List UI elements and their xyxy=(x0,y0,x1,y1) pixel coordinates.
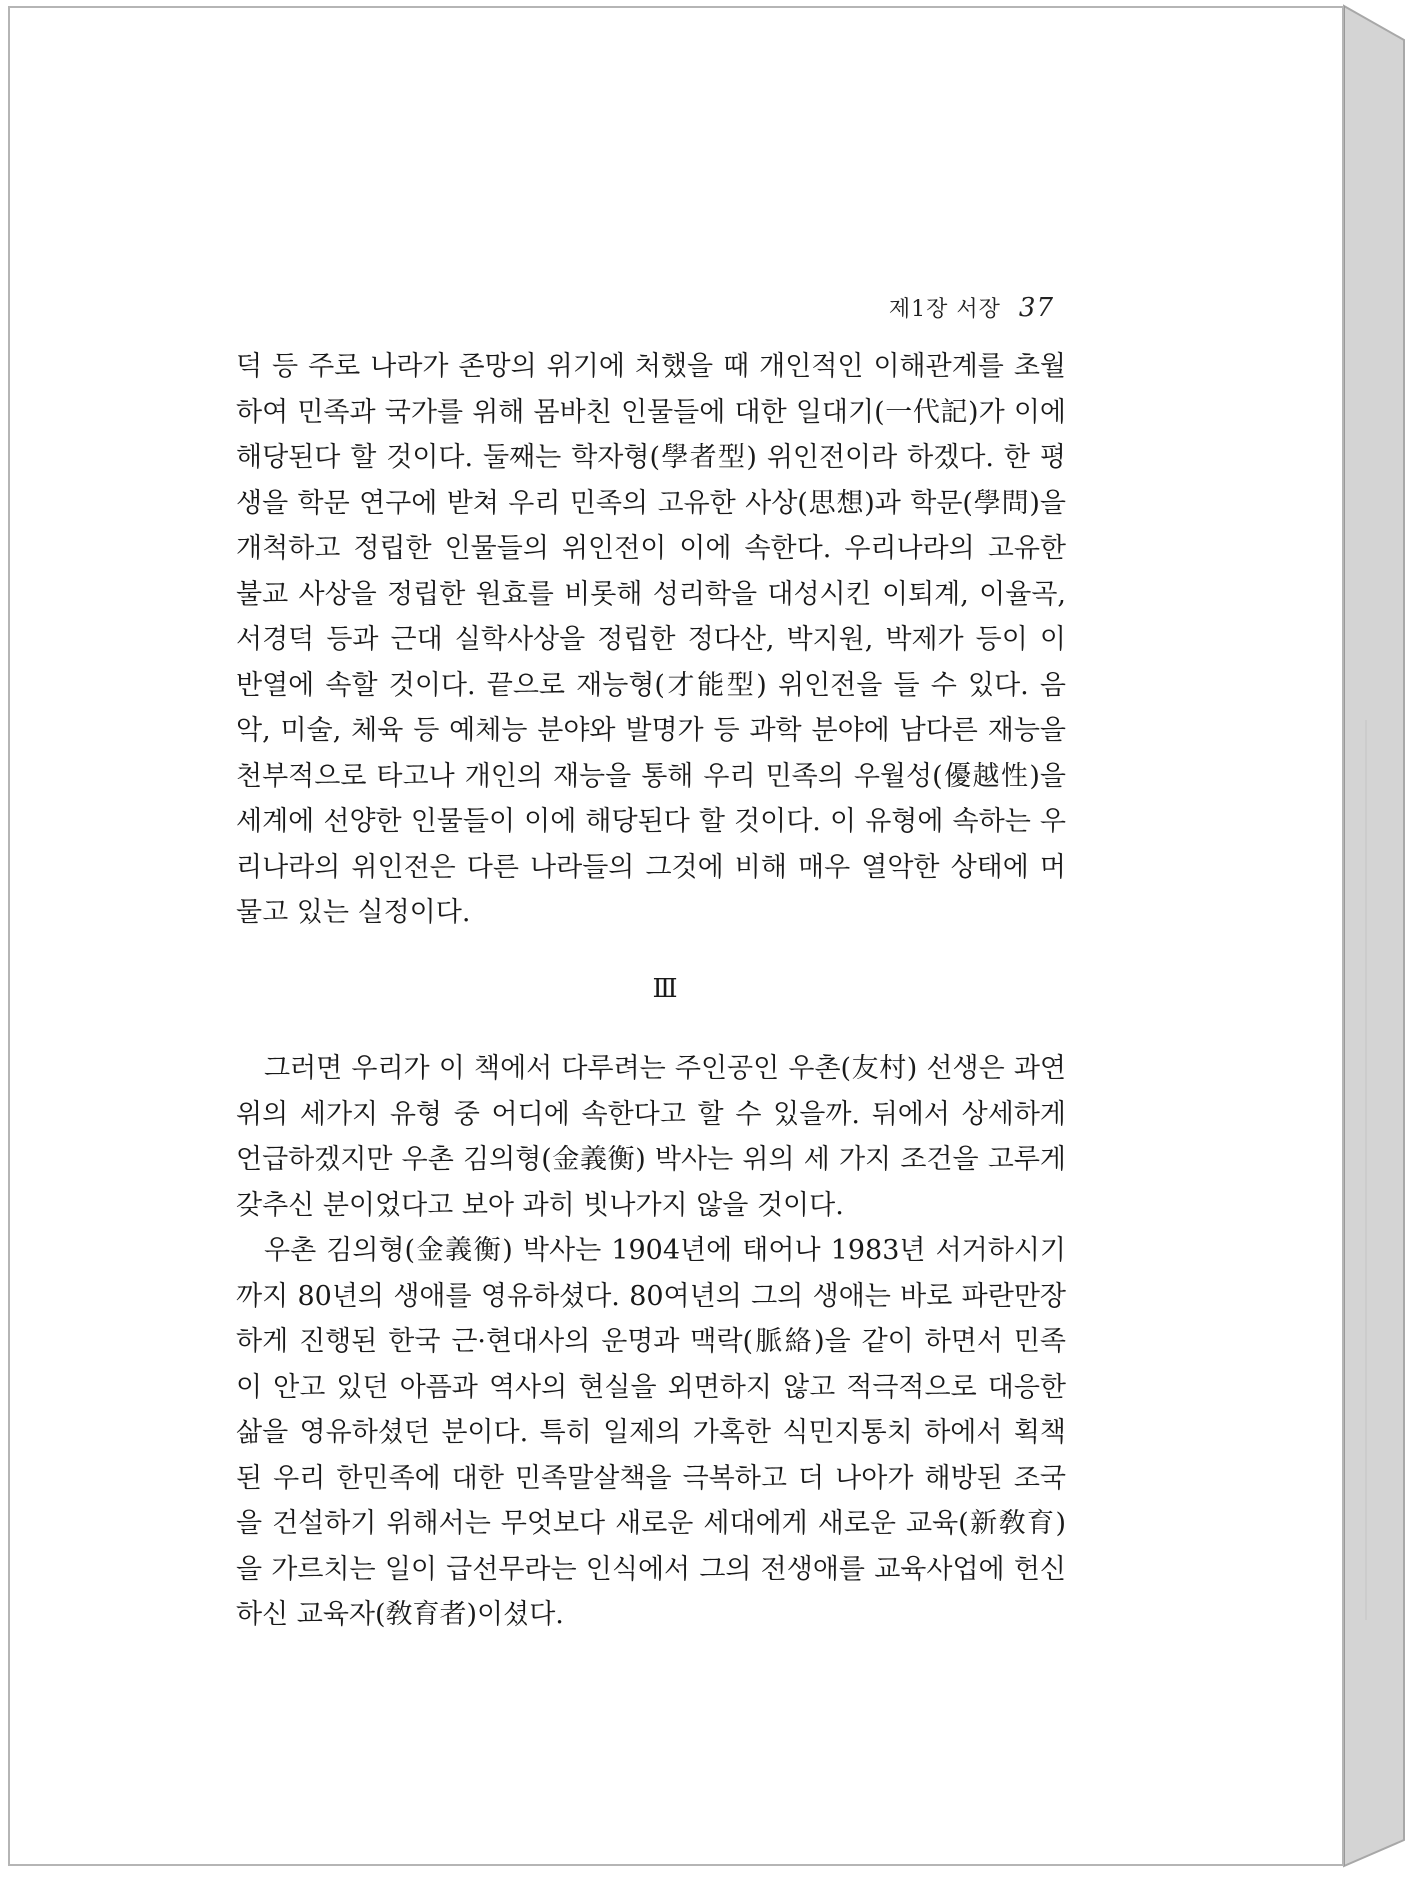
paragraph: 덕 등 주로 나라가 존망의 위기에 처했을 때 개인적인 이해관계를 초월하여 민족과 국가를 위해 몸바친 인물들에 대한 일대기(一代記)가 이에 해당된다 할 것이다. 둘째는 학자형(學者型) 위인전이라 하겠다. 한 평생을 학문 연구에 받쳐 우리 민족의 고유한 사상(思想)과 학문(學問)을 개척하고 정립한 인물들의 위인전이 이에 속한다. 우리나라의 고유한 불교 사상을 정립한 원효를 비롯해 성리학을 대성시킨 이퇴계, 이율곡, 서경덕 등과 근대 실학사상을 정립한 정다산, 박지원, 박제가 등이 이 반열에 속할 것이다. 끝으로 재능형(才能型) 위인전을 들 수 있다. 음악, 미술, 체육 등 예체능 분야와 발명가 등 과학 분야에 남다른 재능을 천부적으로 타고나 개인의 재능을 통해 우리 민족의 우월성(優越性)을 세계에 선양한 인물들이 이에 해당된다 할 것이다. 이 유형에 속하는 우리나라의 위인전은 다른 나라들의 그것에 비해 매우 열악한 상태에 머물고 있는 실정이다. xyxy=(236,351,1066,928)
chapter-title: 제1장 서장 xyxy=(888,297,1001,322)
text-block-section-3 xyxy=(236,1046,1066,1638)
page-number: 37 xyxy=(1018,293,1054,323)
paragraph: 우촌 김의형(金義衡) 박사는 1904년에 태어나 1983년 서거하시기까지 80년의 생애를 영유하셨다. 80여년의 그의 생애는 바로 파란만장하게 진행된 한국 근·현대사의 운명과 맥락(脈絡)을 같이 하면서 민족이 안고 있던 아픔과 역사의 현실을 외면하지 않고 적극적으로 대응한 삶을 영유하셨던 분이다. 특히 일제의 가혹한 식민지통치 하에서 획책된 우리 한민족에 대한 민족말살책을 극복하고 더 나아가 해방된 조국을 건설하기 위해서는 무엇보다 새로운 세대에게 새로운 교육(新敎育)을 가르치는 일이 급선무라는 인식에서 그의 전생애를 교육사업에 헌신하신 교육자(敎育者)이셨다. xyxy=(236,1235,1066,1630)
text-block-continued xyxy=(236,344,1066,936)
running-header xyxy=(889,292,1054,323)
section-heading: Ⅲ xyxy=(652,974,678,1004)
paragraph: 그러면 우리가 이 책에서 다루려는 주인공인 우촌(友村) 선생은 과연 위의 세가지 유형 중 어디에 속한다고 할 수 있을까. 뒤에서 상세하게 언급하겠지만 우촌 김의형(金義衡) 박사는 위의 세 가지 조건을 고루게 갖추신 분이었다고 보아 과히 빗나가지 않을 것이다. xyxy=(236,1053,1066,1221)
